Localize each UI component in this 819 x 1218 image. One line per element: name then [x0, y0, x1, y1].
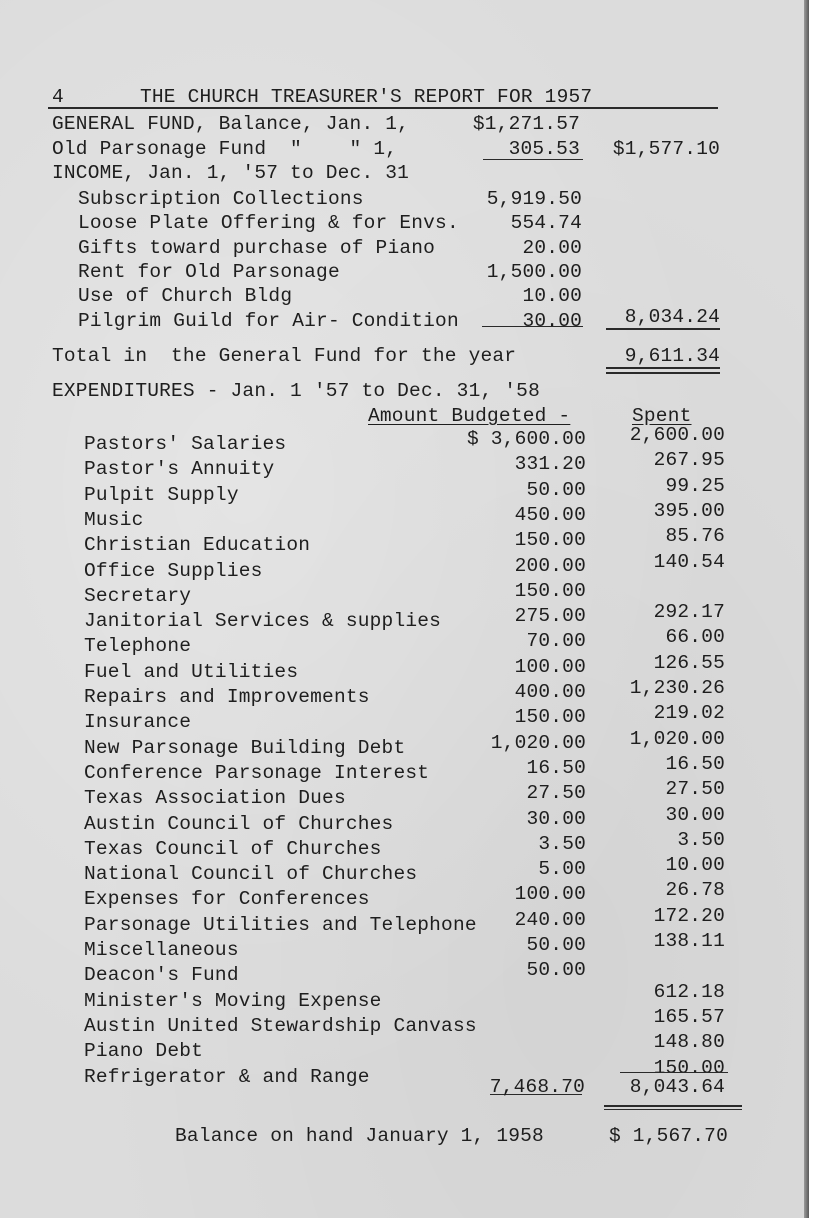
expense-item-budgeted: 150.00: [514, 529, 586, 552]
expense-item-label: Minister's Moving Expense: [84, 989, 382, 1012]
income-item-amount: 554.74: [510, 212, 582, 235]
expense-item-label: National Council of Churches: [84, 863, 418, 886]
expense-item-label: Insurance: [84, 711, 192, 734]
expense-item-spent: 66.00: [665, 626, 725, 649]
general-fund-amount: $1,271.57: [472, 113, 580, 135]
expense-item-spent: 16.50: [665, 752, 725, 775]
income-last-underline: [482, 326, 583, 327]
income-total-underline: [606, 328, 720, 330]
expense-item-label: Austin United Stewardship Canvass: [84, 1014, 477, 1037]
expense-item-spent: 267.95: [653, 449, 725, 472]
expense-item-label: Deacon's Fund: [84, 964, 239, 987]
closing-balance-amount: $ 1,567.70: [608, 1125, 728, 1147]
expense-item-budgeted: $ 3,600.00: [466, 428, 586, 450]
expense-item-budgeted: 275.00: [514, 605, 586, 628]
expense-item-spent: 150.00: [653, 1056, 725, 1079]
general-fund-label: GENERAL FUND, Balance, Jan. 1,: [52, 113, 410, 135]
income-item-amount: 30.00: [522, 309, 582, 332]
expense-item-label: Parsonage Utilities and Telephone: [84, 913, 477, 936]
income-item-label: Pilgrim Guild for Air- Condition: [78, 309, 459, 332]
expense-item-spent: 26.78: [665, 879, 725, 902]
expense-item-spent: 3.50: [677, 828, 725, 851]
expense-item-spent: 140.54: [653, 550, 725, 573]
opening-total: $1,577.10: [612, 138, 720, 160]
income-item-label: Loose Plate Offering & for Envs.: [78, 212, 459, 235]
expense-item-label: Texas Association Dues: [84, 787, 346, 810]
expenditures-heading: EXPENDITURES - Jan. 1 '57 to Dec. 31, '58: [52, 380, 540, 402]
old-parsonage-label: Old Parsonage Fund " " 1,: [52, 138, 398, 160]
old-parsonage-underline: [483, 159, 583, 160]
expense-item-label: Janitorial Services & supplies: [84, 610, 442, 633]
income-heading: INCOME, Jan. 1, '57 to Dec. 31: [52, 162, 410, 184]
expense-item-label: Secretary: [84, 584, 192, 607]
expense-item-label: Fuel and Utilities: [84, 660, 299, 683]
expense-item-budgeted: 150.00: [514, 706, 586, 729]
expense-item-spent: 148.80: [653, 1031, 725, 1054]
expense-item-spent: 395.00: [653, 499, 725, 522]
expense-item-budgeted: 240.00: [514, 908, 586, 931]
income-item-label: Use of Church Bldg: [78, 285, 293, 308]
expense-item-label: Repairs and Improvements: [84, 686, 370, 708]
expense-item-budgeted: 5.00: [538, 858, 586, 881]
expense-item-budgeted: 100.00: [514, 883, 586, 906]
expense-item-label: Christian Education: [84, 534, 311, 557]
expense-item-budgeted: 30.00: [526, 807, 586, 830]
expense-item-label: Telephone: [84, 635, 192, 658]
old-parsonage-amount: 305.53: [508, 138, 580, 160]
total-underline-2: [606, 372, 720, 374]
page-number: 4: [52, 86, 64, 108]
expense-item-label: Music: [84, 508, 144, 531]
expense-item-spent: 27.50: [665, 778, 725, 801]
report-title: THE CHURCH TREASURER'S REPORT FOR 1957: [140, 86, 593, 108]
income-item-label: Gifts toward purchase of Piano: [78, 236, 436, 259]
expense-item-spent: 292.17: [653, 601, 725, 624]
total-underline-1: [606, 367, 720, 369]
expense-item-spent: 10.00: [665, 854, 725, 877]
expense-item-spent: 1,230.26: [629, 677, 725, 699]
general-fund-total-amount: 9,611.34: [624, 345, 720, 367]
expense-item-spent: 612.18: [653, 980, 725, 1003]
expense-item-spent: 85.76: [665, 525, 725, 548]
col-header-budgeted: Amount Budgeted -: [368, 405, 571, 427]
expense-item-budgeted: 70.00: [526, 630, 586, 653]
expense-item-spent: 172.20: [653, 904, 725, 927]
general-fund-total-label: Total in the General Fund for the year: [52, 345, 517, 367]
expense-item-label: Pastor's Annuity: [84, 458, 275, 481]
expense-item-label: Office Supplies: [84, 559, 263, 582]
col-header-spent: Spent: [632, 405, 692, 427]
header-rule: [48, 107, 718, 109]
expense-item-spent: 126.55: [653, 651, 725, 674]
expense-item-budgeted: 331.20: [514, 453, 586, 476]
closing-balance-label: Balance on hand January 1, 1958: [175, 1125, 544, 1147]
spent-total-underline-1: [604, 1105, 742, 1107]
expense-item-label: Austin Council of Churches: [84, 812, 394, 835]
expense-item-budgeted: 3.50: [538, 832, 586, 855]
expense-item-spent: 1,020.00: [629, 727, 725, 750]
expense-item-budgeted: 150.00: [514, 579, 586, 602]
spent-total-underline-2: [604, 1109, 742, 1110]
expense-item-label: Expenses for Conferences: [84, 888, 370, 911]
expense-item-spent: 2,600.00: [629, 424, 725, 446]
expense-item-label: Miscellaneous: [84, 939, 239, 961]
page-edge-shadow: [804, 0, 809, 1218]
income-total: 8,034.24: [624, 306, 720, 328]
total-spent: 8,043.64: [629, 1076, 725, 1098]
expense-item-budgeted: 100.00: [514, 655, 586, 678]
expense-item-budgeted: 27.50: [526, 782, 586, 805]
expense-item-label: Texas Council of Churches: [84, 837, 382, 860]
expense-item-budgeted: 400.00: [514, 681, 586, 703]
expense-item-label: Pulpit Supply: [84, 483, 239, 506]
income-item-amount: 1,500.00: [486, 260, 582, 283]
expense-item-budgeted: 50.00: [526, 478, 586, 501]
expense-item-budgeted: 16.50: [526, 756, 586, 779]
expense-item-budgeted: 200.00: [514, 554, 586, 577]
expense-item-label: Pastors' Salaries: [84, 433, 287, 455]
expense-item-budgeted: 1,020.00: [490, 731, 586, 754]
spent-last-underline: [620, 1072, 728, 1073]
expense-item-label: Refrigerator & and Range: [84, 1065, 370, 1088]
income-item-amount: 10.00: [522, 285, 582, 308]
expense-item-label: Conference Parsonage Interest: [84, 761, 430, 784]
total-budgeted: 7,468.70: [489, 1076, 585, 1098]
expense-item-label: Piano Debt: [84, 1040, 204, 1063]
expense-item-spent: 30.00: [665, 803, 725, 826]
income-item-label: Rent for Old Parsonage: [78, 260, 340, 283]
income-item-label: Subscription Collections: [78, 188, 364, 210]
expense-item-spent: 219.02: [653, 702, 725, 725]
expense-item-spent: 99.25: [665, 474, 725, 497]
income-item-amount: 5,919.50: [486, 188, 582, 210]
expense-item-spent: 165.57: [653, 1005, 725, 1028]
expense-item-label: New Parsonage Building Debt: [84, 736, 406, 759]
expense-item-budgeted: 450.00: [514, 503, 586, 526]
expense-item-spent: 138.11: [653, 930, 725, 952]
expense-item-budgeted: 50.00: [526, 959, 586, 982]
income-item-amount: 20.00: [522, 236, 582, 259]
expense-item-budgeted: 50.00: [526, 934, 586, 956]
